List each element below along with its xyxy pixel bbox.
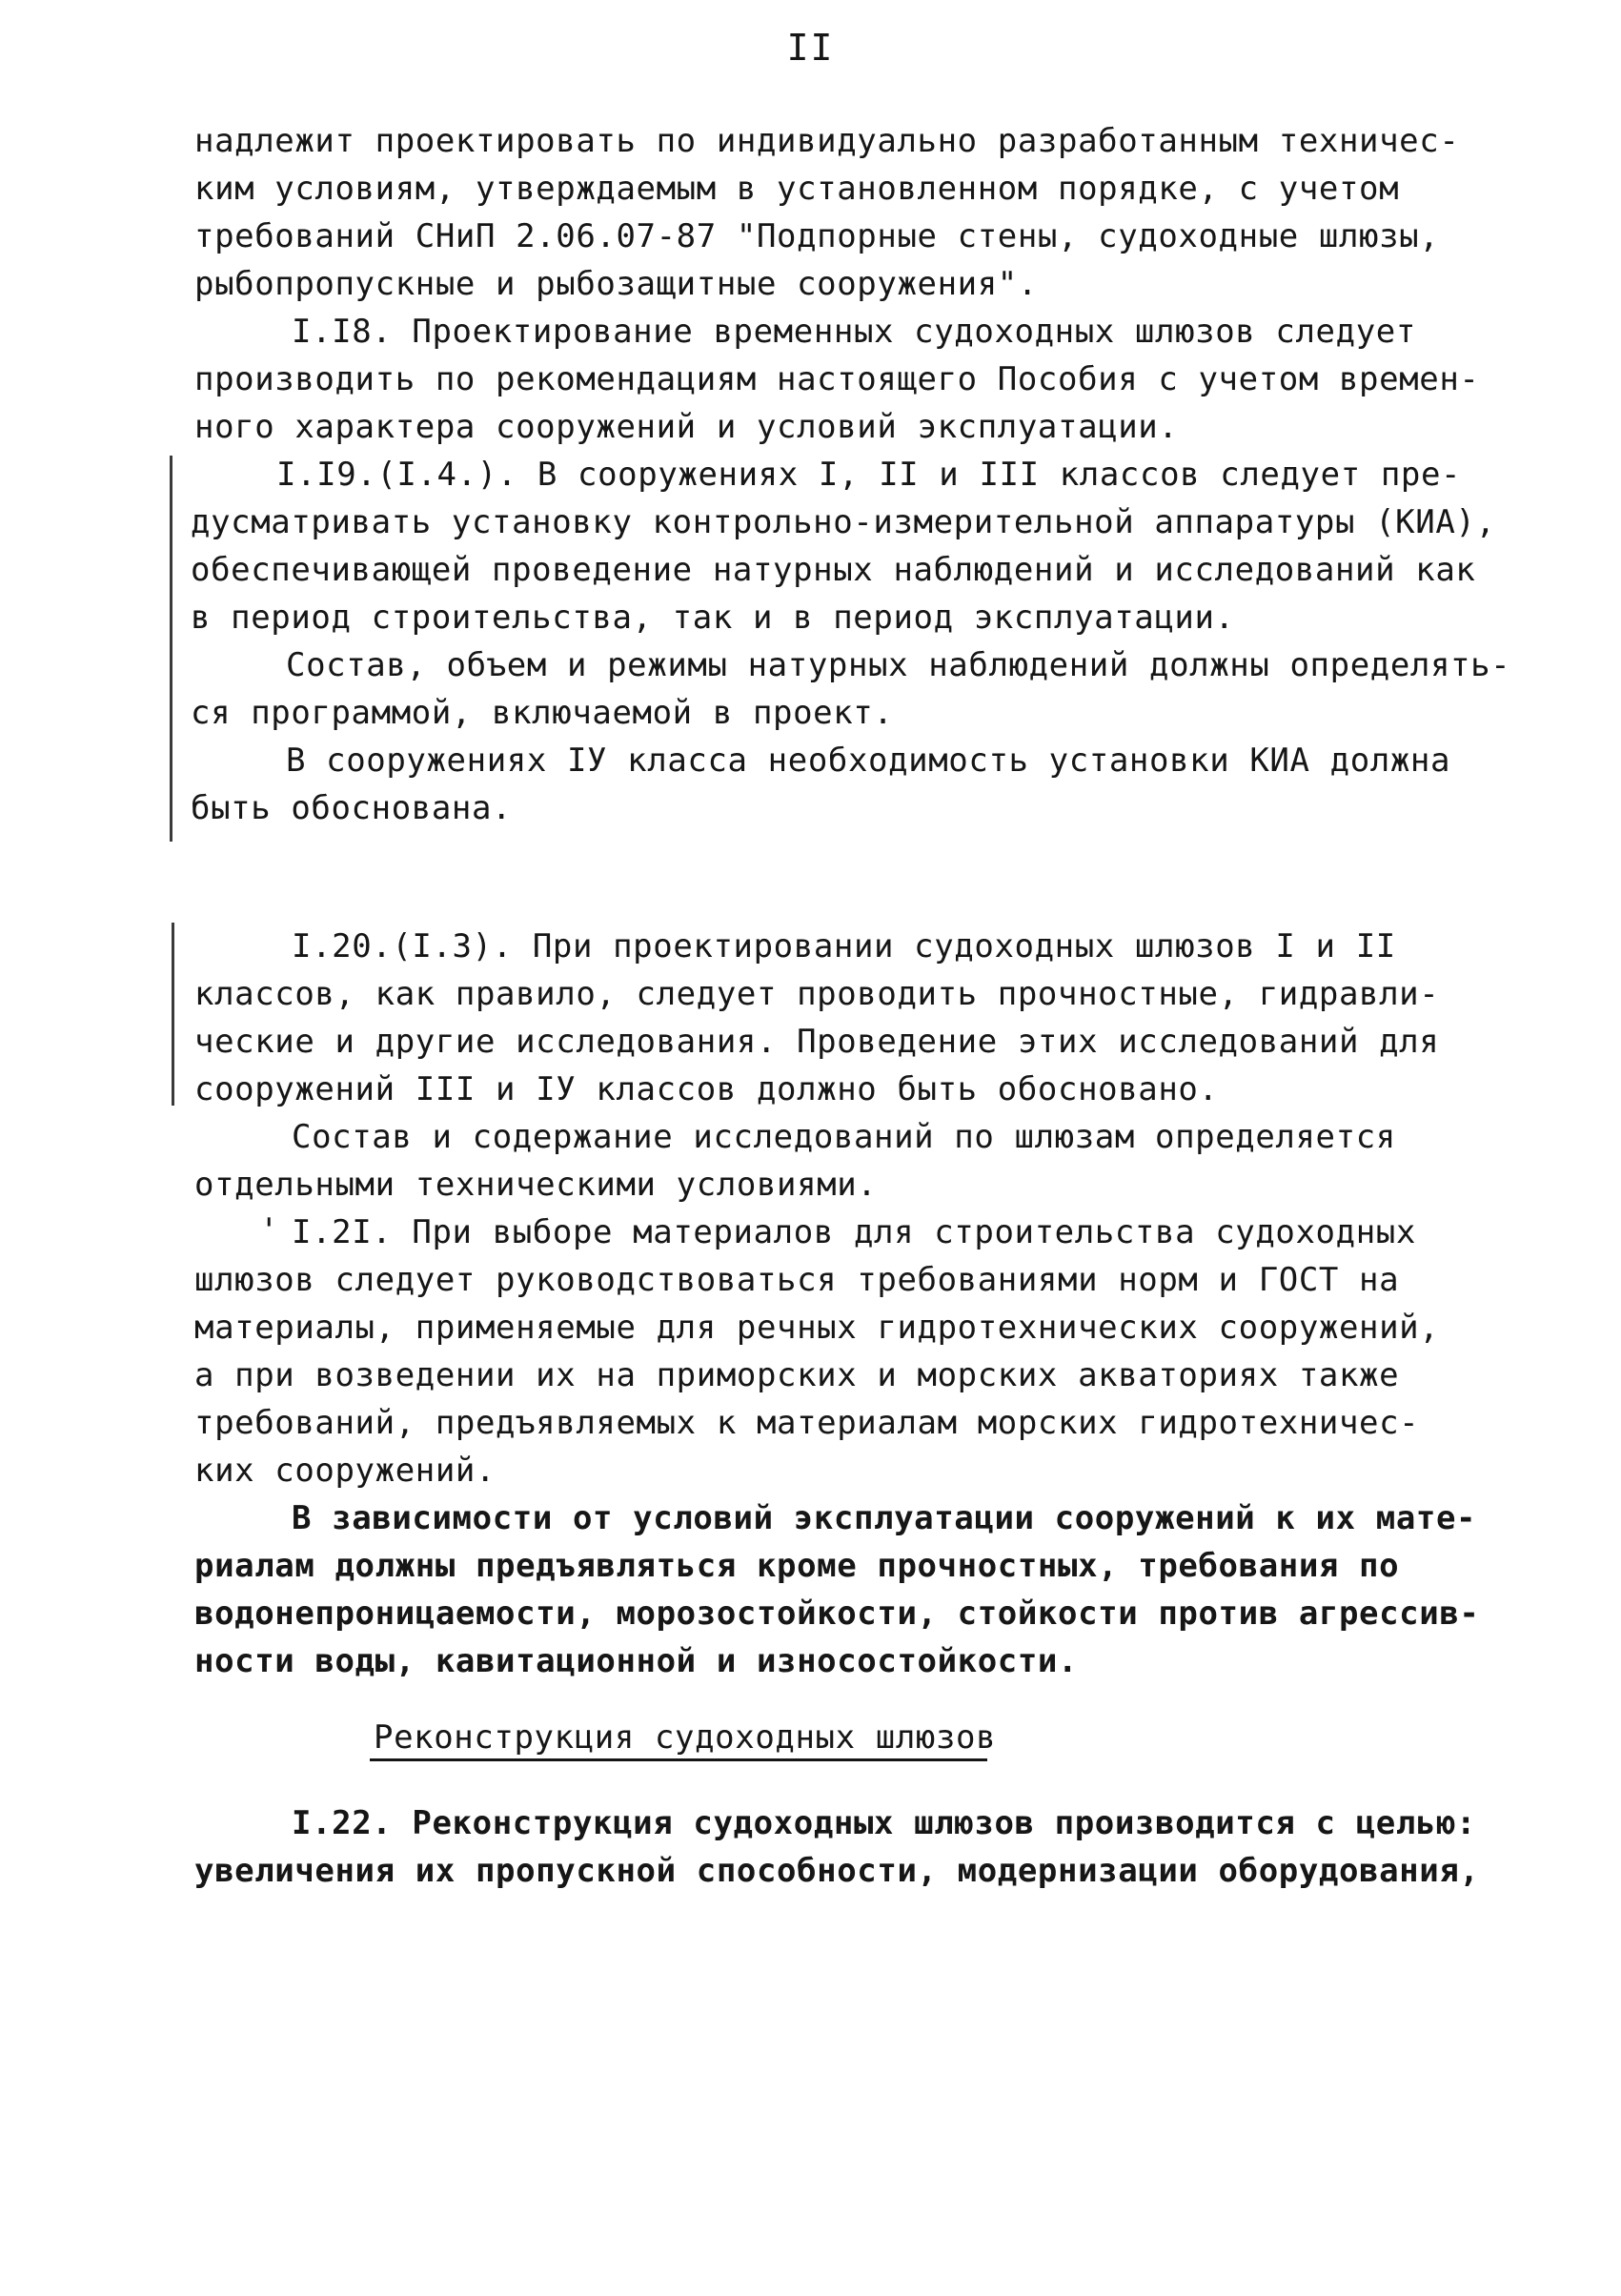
text-line: в период строительства, так и в период эксплуатации.	[191, 599, 1235, 637]
text-line: I.22. Реконструкция судоходных шлюзов производится с целью:	[292, 1804, 1477, 1842]
text-line: I.I8. Проектирование временных судоходных шлюзов следует	[292, 313, 1416, 351]
text-line: увеличения их пропускной способности, модернизации оборудования,	[194, 1852, 1480, 1890]
text-line: дусматривать установку контрольно-измерительной аппаратуры (КИА),	[191, 503, 1496, 541]
text-line: В зависимости от условий эксплуатации сооружений к их мате-	[292, 1499, 1477, 1537]
page-number: II	[786, 27, 835, 69]
text-line: требований СНиП 2.06.07-87 "Подпорные стены, судоходные шлюзы,	[194, 217, 1440, 255]
text-line: ся программой, включаемой в проект.	[191, 694, 894, 732]
text-line: отдельными техническими условиями.	[194, 1166, 878, 1204]
margin-revision-bar	[172, 923, 174, 1106]
text-line: материалы, применяемые для речных гидротехнических сооружений,	[194, 1309, 1440, 1347]
margin-revision-bar	[170, 456, 172, 842]
text-line: I.I9.(I.4.). В сооружениях I, II и III классов следует пре-	[276, 456, 1462, 494]
text-line: I.2I. При выборе материалов для строительства судоходных	[292, 1213, 1416, 1251]
heading-underline	[370, 1758, 987, 1761]
text-line: обеспечивающей проведение натурных наблюдений и исследований как	[191, 551, 1476, 589]
text-line: I.20.(I.3). При проектировании судоходных шлюзов I и II	[292, 927, 1396, 965]
text-line: ности воды, кавитационной и износостойкости.	[194, 1642, 1079, 1680]
text-line: Состав и содержание исследований по шлюзам определяется	[292, 1118, 1396, 1156]
text-line: ного характера сооружений и условий эксплуатации.	[194, 408, 1179, 446]
text-line: ким условиям, утверждаемым в установленном порядке, с учетом	[194, 170, 1400, 208]
margin-mark: '	[259, 1211, 280, 1250]
text-line: ческие и другие исследования. Проведение этих исследований для	[194, 1023, 1440, 1061]
text-line: В сооружениях IУ класса необходимость установки КИА должна	[286, 742, 1451, 780]
text-line: быть обоснована.	[191, 789, 513, 827]
text-line: риалам должны предъявляться кроме прочностных, требования по	[194, 1547, 1400, 1585]
text-line: классов, как правило, следует проводить прочностные, гидравли-	[194, 975, 1440, 1013]
text-line: водонепроницаемости, морозостойкости, стойкости против агрессив-	[194, 1595, 1480, 1633]
text-line: рыбопропускные и рыбозащитные сооружения".	[194, 265, 1038, 303]
text-line: требований, предъявляемых к материалам морских гидротехничес-	[194, 1404, 1420, 1442]
text-line: Состав, объем и режимы натурных наблюдений должны определять-	[286, 646, 1511, 684]
text-line: сооружений III и IУ классов должно быть обосновано.	[194, 1070, 1219, 1108]
text-line: надлежит проектировать по индивидуально разработанным техничес-	[194, 122, 1460, 160]
text-line: шлюзов следует руководствоваться требованиями норм и ГОСТ на	[194, 1261, 1400, 1299]
text-line: а при возведении их на приморских и морских акваториях также	[194, 1356, 1400, 1394]
section-heading: Реконструкция судоходных шлюзов	[374, 1718, 997, 1757]
text-line: производить по рекомендациям настоящего Пособия с учетом времен-	[194, 360, 1480, 398]
text-line: ких сооружений.	[194, 1452, 496, 1490]
